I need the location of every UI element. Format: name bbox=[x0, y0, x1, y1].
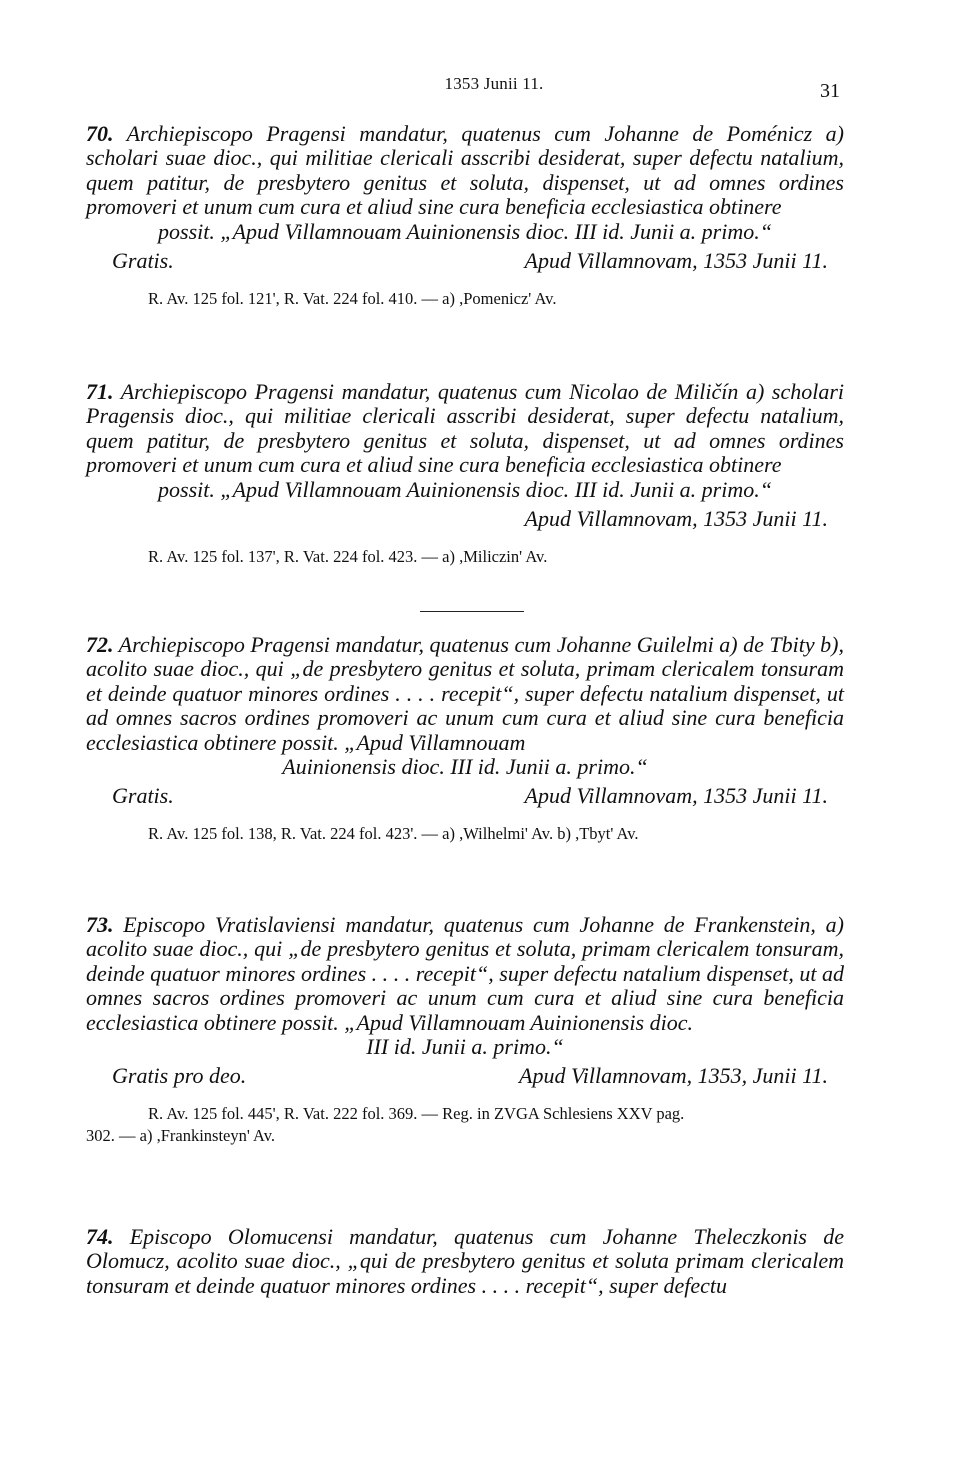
fee-note: Gratis pro deo. bbox=[112, 1063, 247, 1089]
entry-text-last-line: III id. Junii a. primo.“ bbox=[366, 1034, 564, 1060]
entry-body bbox=[86, 380, 844, 502]
dateline bbox=[86, 248, 844, 278]
entry-text-last-line: Auinionensis dioc. III id. Junii a. primo.“ bbox=[282, 754, 648, 780]
entry-text: Episcopo Vratislaviensi mandatur, quatenus cum Johanne de Frankenstein, a) acolito suae dioc., qui „de presbytero genitus et soluta, primam clericalem tonsuram, deinde quatuor minores ordines . . . . recepit“, super defectu natalium dispenset, ut ad omnes sacros ordines promoveri ac unum cum cura et aliud sine cura beneficia ecclesiastica obtinere possit. „Apud Villamnouam Auinionensis dioc. bbox=[86, 912, 845, 1035]
entry-number: 74. bbox=[86, 1224, 114, 1249]
entry-number: 73. bbox=[86, 912, 114, 937]
place-date: Apud Villamnovam, 1353 Junii 11. bbox=[524, 248, 828, 274]
dateline bbox=[86, 1063, 844, 1093]
source-references: R. Av. 125 fol. 121', R. Vat. 224 fol. 410. — a) ,Pomenicz' Av. bbox=[148, 289, 557, 309]
section-divider bbox=[420, 611, 524, 612]
entry-71 bbox=[86, 380, 844, 568]
entry-body bbox=[86, 1225, 844, 1298]
running-head: 1353 Junii 11. bbox=[444, 74, 544, 93]
source-references: R. Av. 125 fol. 138, R. Vat. 224 fol. 423'. — a) ,Wilhelmi' Av. b) ,Tbyt' Av. bbox=[148, 824, 639, 844]
place-date: Apud Villamnovam, 1353 Junii 11. bbox=[524, 506, 828, 532]
entry-text-last-line: possit. „Apud Villamnouam Auinionensis dioc. III id. Junii a. primo.“ bbox=[158, 218, 772, 244]
place-date: Apud Villamnovam, 1353, Junii 11. bbox=[519, 1063, 828, 1089]
entry-72 bbox=[86, 633, 844, 845]
entry-body bbox=[86, 122, 844, 244]
dateline bbox=[86, 506, 844, 536]
source-references bbox=[86, 1103, 844, 1147]
entry-text-last-line: possit. „Apud Villamnouam Auinionensis dioc. III id. Junii a. primo.“ bbox=[158, 476, 772, 502]
entry-74 bbox=[86, 1225, 844, 1298]
fee-note: Gratis. bbox=[112, 248, 174, 274]
entry-text: Archiepiscopo Pragensi mandatur, quatenus cum Johanne Guilelmi a) de Tbity b), acolito suae dioc., qui „de presbytero genitus et soluta, primam clericalem tonsuram et deinde quatuor minores ordines . . . . recepit“, super defectu natalium dispenset, ut ad omnes sacros ordines promoveri ac unum cum cura et aliud sine cura beneficia ecclesiastica obtinere possit. „Apud Villamnouam bbox=[86, 632, 845, 755]
place-date: Apud Villamnovam, 1353 Junii 11. bbox=[524, 783, 828, 809]
entry-body bbox=[86, 913, 844, 1059]
source-references-line: R. Av. 125 fol. 445', R. Vat. 222 fol. 369. — Reg. in ZVGA Schlesiens XXV pag. bbox=[148, 1104, 685, 1124]
entry-text: Archiepiscopo Pragensi mandatur, quatenus cum Johanne de Poménicz a) scholari suae dioc., qui militiae clericali asscribi desiderat, super defectu natalium, quem patitur, de presbytero genitus et soluta, dispenset, ut ad omnes ordines promoveri et unum cum cura et aliud sine cura beneficia ecclesiastica obtinere bbox=[86, 121, 844, 220]
entry-number: 71. bbox=[86, 379, 114, 404]
dateline bbox=[86, 783, 844, 813]
entry-text: Episcopo Olomucensi mandatur, quatenus cum Johanne Theleczkonis de Olomucz, acolito suae dioc., „qui de presbytero genitus et soluta primam clericalem tonsuram et deinde quatuor minores ordines . . . . recepit“, super defectu bbox=[86, 1224, 844, 1298]
entry-73 bbox=[86, 913, 844, 1147]
source-references: R. Av. 125 fol. 137', R. Vat. 224 fol. 423. — a) ,Miliczin' Av. bbox=[148, 547, 548, 567]
source-references-continuation: 302. — a) ,Frankinsteyn' Av. bbox=[86, 1126, 276, 1146]
entry-70 bbox=[86, 122, 844, 310]
entry-number: 70. bbox=[86, 121, 114, 146]
entry-text: Archiepiscopo Pragensi mandatur, quatenus cum Nicolao de Miličín a) scholari Pragensis dioc., qui militiae clericali asscribi desiderat, super defectu natalium, quem patitur, de presbytero genitus et soluta, dispenset, ut ad omnes ordines promoveri et unum cum cura et aliud sine cura beneficia ecclesiastica obtinere bbox=[86, 379, 844, 478]
entry-number: 72. bbox=[86, 632, 114, 657]
fee-note: Gratis. bbox=[112, 783, 174, 809]
page-number: 31 bbox=[820, 80, 840, 102]
entry-body bbox=[86, 633, 844, 779]
page-header bbox=[0, 74, 960, 102]
